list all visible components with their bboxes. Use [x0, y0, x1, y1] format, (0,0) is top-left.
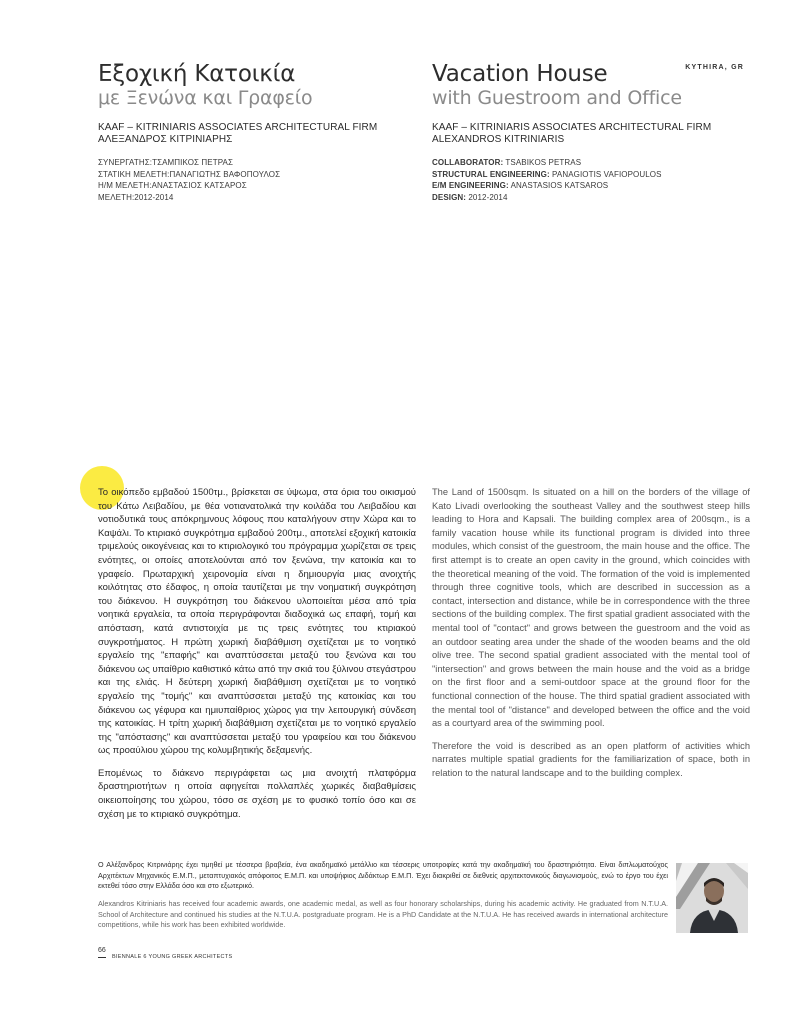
english-credit-label: DESIGN:	[432, 192, 467, 202]
english-credit-row	[432, 192, 750, 204]
greek-credit-label: ΜΕΛΕΤΗ:	[98, 192, 135, 202]
greek-credit-label: ΣΥΝΕΡΓΑΤΗΣ:	[98, 158, 153, 167]
english-body-paragraph: Therefore the void is described as an open platform of activities which narrates multiple spatial gradients for the familiarization of space, both in relation to the natural landscape and to the building complex.	[432, 740, 750, 778]
architect-bio-greek: Ο Αλέξανδρος Κιτρινιάρης έχει τιμηθεί με τέσσερα βραβεία, ένα ακαδημαϊκό μετάλλιο και τέσσερις υποτροφίες κατά την ακαδημαϊκή του δραστηριότητα. Είναι διπλωματούχος Αρχιτέκτων Μηχανικός Ε.Μ.Π., μεταπτυχιακός απόφοιτος Ε.Μ.Π. και υποψήφιος Διδάκτωρ Ε.Μ.Π. Έχει διακριθεί σε διεθνείς αρχιτεκτονικούς διαγωνισμούς, ενώ το έργο του έχει εκτεθεί τόσο στην Ελλάδα όσο και στο εξωτερικό.	[98, 860, 668, 890]
greek-credit-value: 2012-2014	[134, 192, 174, 202]
greek-firm-block	[98, 122, 416, 146]
english-credit-value: ANASTASIOS KATSAROS	[510, 181, 609, 190]
english-credit-label: E/M ENGINEERING:	[432, 181, 509, 190]
greek-credit-row	[98, 180, 416, 192]
english-credit-row	[432, 180, 750, 192]
greek-credit-label: ΣΤΑΤΙΚΗ ΜΕΛΕΤΗ:	[98, 169, 170, 179]
greek-credits	[98, 157, 416, 203]
greek-title-block	[98, 62, 416, 109]
journal-name: BIENNALE 6 YOUNG GREEK ARCHITECTS	[112, 954, 233, 960]
footer-rule	[98, 957, 106, 958]
greek-firm-line2: ΑΛΕΞΑΝΔΡΟΣ ΚΙΤΡΙΝΙΑΡΗΣ	[98, 134, 233, 145]
greek-credit-value: ΠΑΝΑΓΙΩΤΗΣ ΒΑΦΟΠΟΥΛΟΣ	[169, 169, 281, 179]
english-credit-row	[432, 157, 750, 169]
english-title: Vacation House	[432, 61, 608, 87]
english-credit-label: STRUCTURAL ENGINEERING:	[432, 169, 550, 179]
greek-subtitle: με Ξενώνα και Γραφείο	[98, 87, 313, 109]
architect-portrait-photo	[676, 863, 748, 933]
english-credit-value: 2012-2014	[468, 192, 508, 202]
greek-body-paragraph: Το οικόπεδο εμβαδού 1500τμ., βρίσκεται σε ύψωμα, στα όρια του οικισμού του Κάτω Λειβαδίου, με θέα νοτιανατολικά την κοιλάδα του Λειβαδίου και νοτιοδυτικά τους απόκρημνους λόφους που καταλήγουν στην Χώρα και το Καψάλι. Το κτιριακό συγκρότημα εμβαδού 200τμ., αποτελεί εξοχική κατοικία τριμελούς οικογένειας και το κτιριολογικό του πρόγραμμα χωρίζεται σε τρεις ενότητες, οι οποίες αποτελούνται από τον ξενώνα, την κατοικία και το γραφείο. Πρωταρχική χειρονομία είναι η δημιουργία μιας ανοιχτής κοιλότητας στο έδαφος, η οποία ταυτίζεται με την νοηματική συγκρότηση του διάκενου. Η συγκρότηση του διάκενου υλοποιείται μέσα από τρία νοητικά εργαλεία, τα οποία περιγράφονται διαδοχικά ως επαφή, τομή και απόσταση, κατά αντιστοιχία με τις τρεις ενότητες του κτιριακού συγκροτήματος. Η πρώτη χωρική διαβάθμιση σχετίζεται με το νοητικό εργαλείο της "επαφής" και αναπτύσσεται μεταξύ του ξενώνα και του διάκενου ως υπαίθριο καθιστικό κάτω από την σκιά του ξύλινου στεγάστρου και της ελιάς. Η δεύτερη χωρική διαβάθμιση σχετίζεται με το νοητικό εργαλείο της "τομής" και αναπτύσσεται μεταξύ της κατοικίας και του διάκενου ως γέφυρα και ημιυπαίθριος χώρος για την λειτουργική σύνδεση της κατοικίας. Η τρίτη χωρική διαβάθμιση σχετίζεται με το νοητικό εργαλείο της "απόστασης" και αναπτύσσεται μεταξύ του γραφείου και του διάκενου ως προαύλιου χώρου της κολυμβητικής δεξαμενής.	[98, 487, 416, 757]
english-credit-label: COLLABORATOR:	[432, 158, 504, 167]
english-credit-value: PANAGIOTIS VAFIOPOULOS	[552, 169, 662, 179]
english-body	[432, 486, 750, 789]
portrait-illustration	[676, 863, 748, 933]
greek-credit-row	[98, 169, 416, 181]
greek-title: Εξοχική Κατοικία	[98, 61, 296, 87]
english-credit-row	[432, 169, 750, 181]
english-body-paragraph: The Land of 1500sqm. Is situated on a hill on the borders of the village of Kato Livadi overlooking the southeast Valley and the southwest steep hills leading to Hora and Kapsali. The building complex area of 200sqm., is a family vacation house while its functional program is divided into three modules, which consist of the guestroom, the main house and the office. The first attempt is to create an open cavity in the ground, which coincides with the theoretical meaning of the void. The formation of the void is implemented through three cognitive tools, which are described in succession as a contact, intersection and distance, while be in correspondence with the three sections of the building complex. The first spatial gradient associated with the mental tool of "contact" and grows between the guestroom and the void as an outdoor seating area under the shade of the wooden beams and the old olive tree. The second spatial gradient associated with the mental tool of "intersection" and grows between the main house and the void as a bridge on the first floor and a semi-outdoor space at the ground floor for the functional connection of the house. The third spatial gradient associated with the mental tool of "distance" and developed between the office and the void as a courtyard area of the swimming pool.	[432, 487, 750, 729]
english-credits	[432, 157, 750, 203]
greek-credit-row	[98, 192, 416, 204]
location-label: KYTHIRA, GR	[685, 64, 744, 71]
greek-credit-row	[98, 157, 416, 169]
english-credit-value: TSABIKOS PETRAS	[505, 158, 582, 167]
greek-body	[98, 486, 416, 830]
greek-firm-line1: KAAF – KITRINIARIS ASSOCIATES ARCHITECTURAL FIRM	[98, 122, 378, 133]
greek-credit-value: ΑΝΑΣΤΑΣΙΟΣ ΚΑΤΣΑΡΟΣ	[151, 181, 247, 190]
english-title-block	[432, 62, 750, 109]
english-firm-block	[432, 122, 750, 146]
greek-credit-value: ΤΣΑΜΠΙΚΟΣ ΠΕΤΡΑΣ	[152, 158, 234, 167]
architect-bio-english: Alexandros Kitriniaris has received four academic awards, one academic medal, as well as four honorary scholarships, during his academic activity. He graduated from N.T.U.A. School of Architecture and continued his studies at the N.T.U.A. postgraduate program. He is a PhD Candidate at the N.T.U.A. He has received awards in international architecture competitions, while his work has been exhibited worldwide.	[98, 899, 668, 929]
english-firm-line1: KAAF – KITRINIARIS ASSOCIATES ARCHITECTURAL FIRM	[432, 122, 712, 133]
english-firm-line2: ALEXANDROS KITRINIARIS	[432, 134, 565, 145]
greek-credit-label: Η/Μ ΜΕΛΕΤΗ:	[98, 181, 152, 190]
page-number: 66	[98, 947, 106, 954]
english-subtitle: with Guestroom and Office	[432, 87, 682, 109]
greek-body-paragraph: Επομένως το διάκενο περιγράφεται ως μια ανοιχτή πλατφόρμα δραστηριοτήτων η οποία αφηγείται πολλαπλές χωρικές διαβαθμίσεις οικειοποίησης του χώρου, τόσο σε σχέση με το φυσικό τοπίο όσο και σε σχέση με το κτιριακό συγκρότημα.	[98, 767, 416, 820]
